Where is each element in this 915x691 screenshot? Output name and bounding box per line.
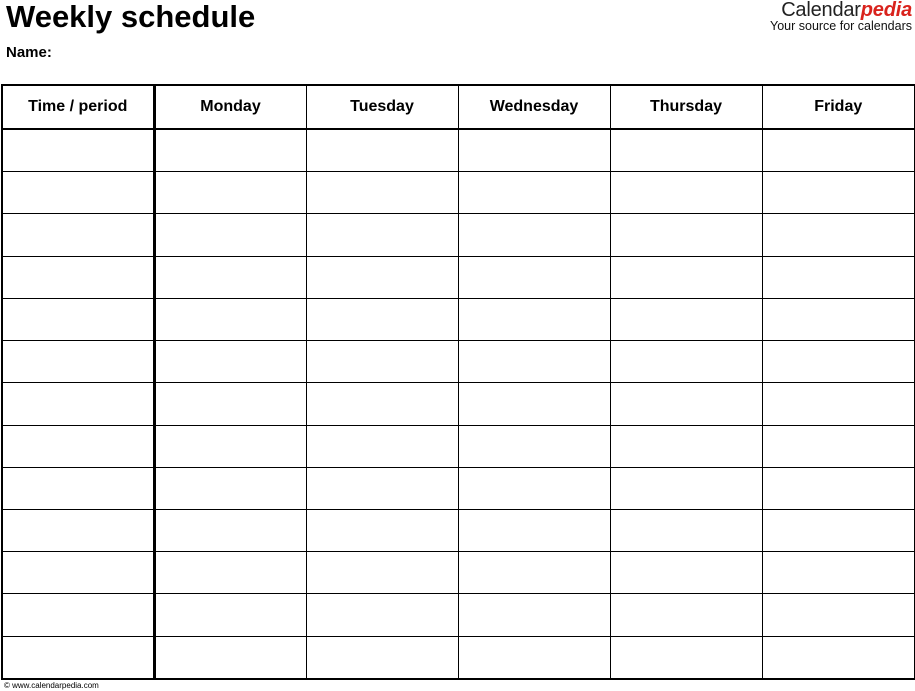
cell-time-period[interactable] — [2, 383, 154, 425]
brand-wordmark-pedia: pedia — [860, 0, 912, 21]
table-row — [2, 256, 915, 298]
cell-time-period[interactable] — [2, 594, 154, 636]
cell-wednesday[interactable] — [458, 425, 610, 467]
cell-monday[interactable] — [154, 214, 306, 256]
cell-time-period[interactable] — [2, 509, 154, 551]
cell-time-period[interactable] — [2, 341, 154, 383]
cell-tuesday[interactable] — [306, 425, 458, 467]
cell-monday[interactable] — [154, 552, 306, 594]
table-row — [2, 552, 915, 594]
cell-tuesday[interactable] — [306, 509, 458, 551]
cell-time-period[interactable] — [2, 129, 154, 172]
cell-wednesday[interactable] — [458, 383, 610, 425]
cell-time-period[interactable] — [2, 298, 154, 340]
cell-thursday[interactable] — [610, 172, 762, 214]
cell-monday[interactable] — [154, 636, 306, 679]
cell-wednesday[interactable] — [458, 214, 610, 256]
cell-friday[interactable] — [762, 552, 915, 594]
cell-thursday[interactable] — [610, 425, 762, 467]
column-header-thursday: Thursday — [610, 85, 762, 129]
cell-friday[interactable] — [762, 636, 915, 679]
cell-tuesday[interactable] — [306, 383, 458, 425]
cell-time-period[interactable] — [2, 256, 154, 298]
table-row — [2, 425, 915, 467]
cell-friday[interactable] — [762, 172, 915, 214]
table-row — [2, 636, 915, 679]
table-row — [2, 509, 915, 551]
brand-wordmark-calendar: Calendar — [781, 0, 861, 21]
footer-copyright: © www.calendarpedia.com — [4, 681, 99, 690]
column-header-friday: Friday — [762, 85, 915, 129]
cell-thursday[interactable] — [610, 214, 762, 256]
table-row — [2, 383, 915, 425]
cell-friday[interactable] — [762, 594, 915, 636]
cell-monday[interactable] — [154, 129, 306, 172]
header-row — [2, 85, 915, 129]
cell-time-period[interactable] — [2, 636, 154, 679]
cell-time-period[interactable] — [2, 214, 154, 256]
cell-thursday[interactable] — [610, 552, 762, 594]
cell-friday[interactable] — [762, 383, 915, 425]
cell-wednesday[interactable] — [458, 509, 610, 551]
cell-tuesday[interactable] — [306, 341, 458, 383]
cell-wednesday[interactable] — [458, 341, 610, 383]
cell-monday[interactable] — [154, 256, 306, 298]
cell-time-period[interactable] — [2, 425, 154, 467]
cell-monday[interactable] — [154, 383, 306, 425]
cell-friday[interactable] — [762, 256, 915, 298]
table-row — [2, 214, 915, 256]
cell-monday[interactable] — [154, 298, 306, 340]
cell-time-period[interactable] — [2, 172, 154, 214]
cell-friday[interactable] — [762, 341, 915, 383]
cell-wednesday[interactable] — [458, 552, 610, 594]
cell-wednesday[interactable] — [458, 298, 610, 340]
table-row — [2, 341, 915, 383]
cell-thursday[interactable] — [610, 256, 762, 298]
cell-tuesday[interactable] — [306, 298, 458, 340]
cell-wednesday[interactable] — [458, 129, 610, 172]
cell-thursday[interactable] — [610, 383, 762, 425]
table-row — [2, 298, 915, 340]
cell-wednesday[interactable] — [458, 172, 610, 214]
cell-wednesday[interactable] — [458, 256, 610, 298]
cell-tuesday[interactable] — [306, 594, 458, 636]
column-header-time-period: Time / period — [2, 85, 154, 129]
cell-monday[interactable] — [154, 341, 306, 383]
cell-tuesday[interactable] — [306, 172, 458, 214]
cell-monday[interactable] — [154, 172, 306, 214]
cell-tuesday[interactable] — [306, 552, 458, 594]
cell-tuesday[interactable] — [306, 129, 458, 172]
column-header-wednesday: Wednesday — [458, 85, 610, 129]
table-row — [2, 594, 915, 636]
cell-time-period[interactable] — [2, 552, 154, 594]
brand-wordmark — [770, 0, 912, 20]
cell-thursday[interactable] — [610, 129, 762, 172]
cell-tuesday[interactable] — [306, 467, 458, 509]
cell-thursday[interactable] — [610, 636, 762, 679]
schedule-body — [2, 129, 915, 679]
cell-thursday[interactable] — [610, 467, 762, 509]
brand-tagline: Your source for calendars — [770, 19, 912, 33]
column-header-tuesday: Tuesday — [306, 85, 458, 129]
column-header-monday: Monday — [154, 85, 306, 129]
cell-wednesday[interactable] — [458, 467, 610, 509]
cell-wednesday[interactable] — [458, 594, 610, 636]
cell-thursday[interactable] — [610, 298, 762, 340]
cell-time-period[interactable] — [2, 467, 154, 509]
cell-monday[interactable] — [154, 467, 306, 509]
schedule-table — [1, 84, 915, 680]
cell-tuesday[interactable] — [306, 256, 458, 298]
cell-friday[interactable] — [762, 129, 915, 172]
cell-friday[interactable] — [762, 214, 915, 256]
cell-thursday[interactable] — [610, 341, 762, 383]
cell-wednesday[interactable] — [458, 636, 610, 679]
table-row — [2, 129, 915, 172]
page-title: Weekly schedule — [6, 0, 256, 34]
cell-monday[interactable] — [154, 594, 306, 636]
brand-logo — [770, 0, 912, 32]
cell-monday[interactable] — [154, 425, 306, 467]
table-row — [2, 172, 915, 214]
cell-monday[interactable] — [154, 509, 306, 551]
cell-thursday[interactable] — [610, 594, 762, 636]
cell-tuesday[interactable] — [306, 214, 458, 256]
name-label: Name: — [6, 44, 52, 61]
cell-friday[interactable] — [762, 509, 915, 551]
cell-friday[interactable] — [762, 298, 915, 340]
cell-tuesday[interactable] — [306, 636, 458, 679]
cell-friday[interactable] — [762, 467, 915, 509]
table-row — [2, 467, 915, 509]
cell-friday[interactable] — [762, 425, 915, 467]
cell-thursday[interactable] — [610, 509, 762, 551]
